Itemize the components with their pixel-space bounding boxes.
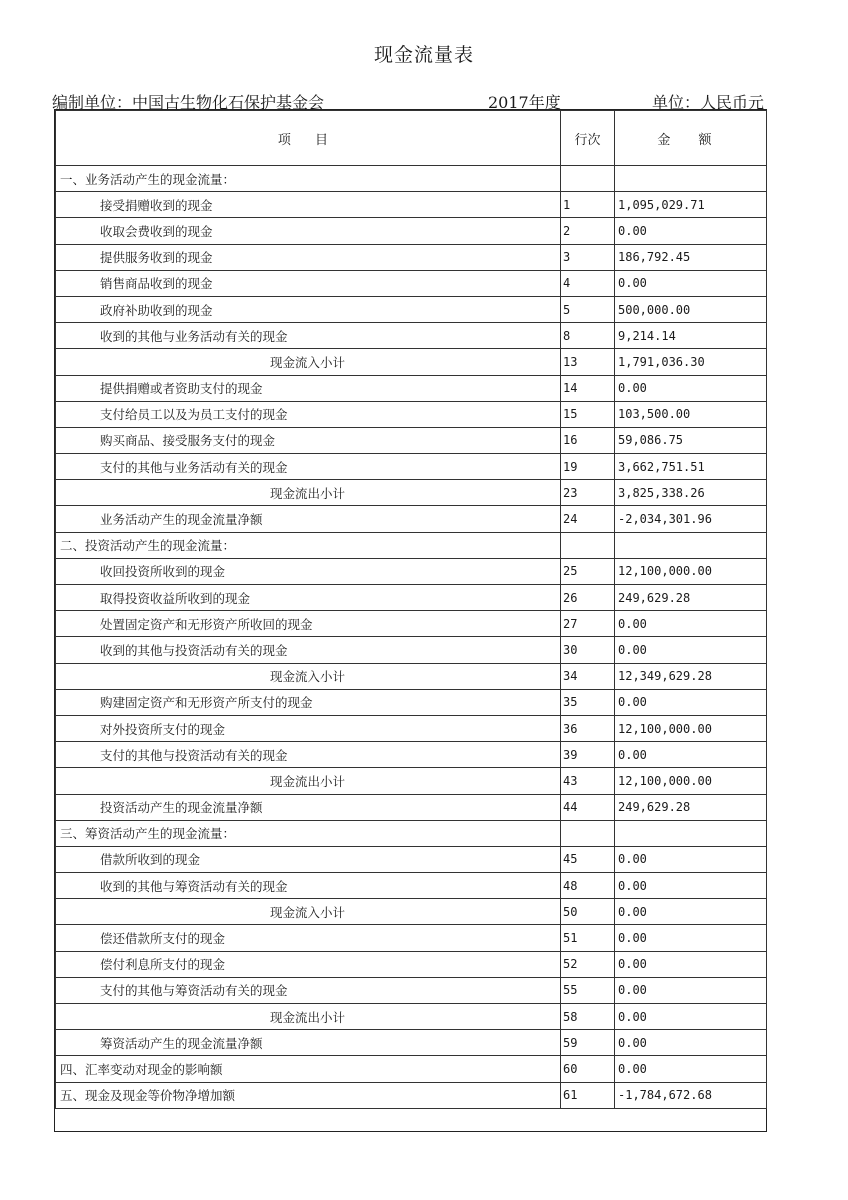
row-item-label: 现金流入小计: [56, 349, 561, 375]
row-amount: 12,100,000.00: [615, 715, 767, 741]
row-line-number: 48: [561, 873, 615, 899]
row-item-label: 偿付利息所支付的现金: [56, 951, 561, 977]
row-line-number: 61: [561, 1082, 615, 1108]
row-amount: 0.00: [615, 899, 767, 925]
row-line-number: 1: [561, 192, 615, 218]
row-line-number: 59: [561, 1030, 615, 1056]
table-row: [56, 1004, 767, 1030]
row-line-number: 45: [561, 846, 615, 872]
table-row: [56, 427, 767, 453]
row-line-number: 43: [561, 768, 615, 794]
row-line-number: 39: [561, 742, 615, 768]
row-item-label: 对外投资所支付的现金: [56, 715, 561, 741]
table-row: [56, 715, 767, 741]
table-row: [56, 585, 767, 611]
row-item-label: 提供服务收到的现金: [56, 244, 561, 270]
table-row: [56, 558, 767, 584]
row-item-label: 三、筹资活动产生的现金流量：: [56, 820, 561, 846]
table-row: [56, 742, 767, 768]
row-amount: 59,086.75: [615, 427, 767, 453]
table-row: [56, 611, 767, 637]
table-row: [56, 951, 767, 977]
row-item-label: 筹资活动产生的现金流量净额: [56, 1030, 561, 1056]
row-line-number: [561, 820, 615, 846]
table-row: [56, 1030, 767, 1056]
row-amount: 0.00: [615, 611, 767, 637]
row-item-label: 收到的其他与筹资活动有关的现金: [56, 873, 561, 899]
row-amount: 9,214.14: [615, 323, 767, 349]
row-amount: [615, 820, 767, 846]
row-line-number: [561, 532, 615, 558]
currency-unit: 单位：人民币元: [652, 93, 765, 112]
row-item-label: 现金流出小计: [56, 480, 561, 506]
row-item-label: 业务活动产生的现金流量净额: [56, 506, 561, 532]
row-line-number: 44: [561, 794, 615, 820]
row-item-label: 支付的其他与业务活动有关的现金: [56, 454, 561, 480]
row-amount: 0.00: [615, 1030, 767, 1056]
row-line-number: 30: [561, 637, 615, 663]
row-item-label: 收到的其他与业务活动有关的现金: [56, 323, 561, 349]
column-header-line: 行次: [561, 111, 615, 166]
row-amount: 0.00: [615, 846, 767, 872]
table-row: [56, 270, 767, 296]
table-row: [56, 349, 767, 375]
row-amount: 249,629.28: [615, 794, 767, 820]
row-amount: 3,825,338.26: [615, 480, 767, 506]
table-row: [56, 794, 767, 820]
row-amount: -2,034,301.96: [615, 506, 767, 532]
row-line-number: 55: [561, 977, 615, 1003]
row-item-label: 借款所收到的现金: [56, 846, 561, 872]
row-amount: 0.00: [615, 742, 767, 768]
row-amount: -1,784,672.68: [615, 1082, 767, 1108]
table-row: [56, 401, 767, 427]
row-line-number: 52: [561, 951, 615, 977]
table-row: [56, 873, 767, 899]
reporting-entity: 编制单位：中国古生物化石保护基金会: [52, 93, 325, 112]
row-item-label: 五、现金及现金等价物净增加额: [56, 1082, 561, 1108]
row-amount: 0.00: [615, 951, 767, 977]
row-amount: 0.00: [615, 873, 767, 899]
table-row: [56, 375, 767, 401]
row-amount: 0.00: [615, 689, 767, 715]
table-row: [56, 218, 767, 244]
table-row: [56, 977, 767, 1003]
row-item-label: 偿还借款所支付的现金: [56, 925, 561, 951]
table-row: [56, 820, 767, 846]
table-row: [56, 899, 767, 925]
table-row: [56, 532, 767, 558]
table-row: [56, 768, 767, 794]
row-amount: 0.00: [615, 375, 767, 401]
row-line-number: 4: [561, 270, 615, 296]
row-item-label: 接受捐赠收到的现金: [56, 192, 561, 218]
row-item-label: 提供捐赠或者资助支付的现金: [56, 375, 561, 401]
row-line-number: 3: [561, 244, 615, 270]
row-item-label: 二、投资活动产生的现金流量：: [56, 532, 561, 558]
row-amount: [615, 532, 767, 558]
row-item-label: 政府补助收到的现金: [56, 296, 561, 322]
row-line-number: 58: [561, 1004, 615, 1030]
row-item-label: 支付给员工以及为员工支付的现金: [56, 401, 561, 427]
row-amount: 1,791,036.30: [615, 349, 767, 375]
table-row: [56, 663, 767, 689]
page-title: 现金流量表: [373, 44, 474, 66]
row-item-label: 取得投资收益所收到的现金: [56, 585, 561, 611]
row-amount: [615, 166, 767, 192]
row-amount: 0.00: [615, 925, 767, 951]
row-item-label: 收回投资所收到的现金: [56, 558, 561, 584]
table-row: [56, 1082, 767, 1108]
table-row: [56, 506, 767, 532]
row-amount: 1,095,029.71: [615, 192, 767, 218]
row-line-number: 14: [561, 375, 615, 401]
row-item-label: 四、汇率变动对现金的影响额: [56, 1056, 561, 1082]
row-line-number: 13: [561, 349, 615, 375]
cash-flow-table: [55, 110, 767, 1109]
row-amount: 12,100,000.00: [615, 768, 767, 794]
table-row: [56, 925, 767, 951]
row-amount: 186,792.45: [615, 244, 767, 270]
report-year: 2017年度: [488, 93, 561, 112]
row-item-label: 投资活动产生的现金流量净额: [56, 794, 561, 820]
row-amount: 0.00: [615, 1004, 767, 1030]
row-amount: 12,100,000.00: [615, 558, 767, 584]
row-amount: 500,000.00: [615, 296, 767, 322]
row-item-label: 收到的其他与投资活动有关的现金: [56, 637, 561, 663]
row-line-number: 35: [561, 689, 615, 715]
table-row: [56, 1056, 767, 1082]
row-item-label: 购建固定资产和无形资产所支付的现金: [56, 689, 561, 715]
row-item-label: 收取会费收到的现金: [56, 218, 561, 244]
row-amount: 3,662,751.51: [615, 454, 767, 480]
row-item-label: 支付的其他与投资活动有关的现金: [56, 742, 561, 768]
table-row: [56, 637, 767, 663]
row-item-label: 处置固定资产和无形资产所收回的现金: [56, 611, 561, 637]
row-item-label: 销售商品收到的现金: [56, 270, 561, 296]
table-row: [56, 244, 767, 270]
row-amount: 0.00: [615, 637, 767, 663]
row-line-number: 8: [561, 323, 615, 349]
table-row: [56, 689, 767, 715]
table-row: [56, 296, 767, 322]
row-line-number: 5: [561, 296, 615, 322]
row-line-number: 19: [561, 454, 615, 480]
row-line-number: 24: [561, 506, 615, 532]
row-amount: 0.00: [615, 977, 767, 1003]
row-amount: 249,629.28: [615, 585, 767, 611]
row-line-number: 15: [561, 401, 615, 427]
row-item-label: 支付的其他与筹资活动有关的现金: [56, 977, 561, 1003]
row-line-number: 26: [561, 585, 615, 611]
column-header-amount: 金 额: [615, 111, 767, 166]
table-row: [56, 192, 767, 218]
table-row: [56, 480, 767, 506]
row-line-number: 23: [561, 480, 615, 506]
row-amount: 0.00: [615, 1056, 767, 1082]
row-item-label: 现金流入小计: [56, 663, 561, 689]
column-header-item: 项 目: [56, 111, 561, 166]
row-item-label: 现金流入小计: [56, 899, 561, 925]
row-line-number: 50: [561, 899, 615, 925]
row-line-number: 60: [561, 1056, 615, 1082]
row-line-number: 2: [561, 218, 615, 244]
table-row: [56, 846, 767, 872]
table-row: [56, 166, 767, 192]
row-amount: 103,500.00: [615, 401, 767, 427]
row-amount: 0.00: [615, 270, 767, 296]
table-header-row: [56, 111, 767, 166]
row-item-label: 现金流出小计: [56, 1004, 561, 1030]
row-item-label: 购买商品、接受服务支付的现金: [56, 427, 561, 453]
row-line-number: 51: [561, 925, 615, 951]
row-amount: 0.00: [615, 218, 767, 244]
row-item-label: 一、业务活动产生的现金流量：: [56, 166, 561, 192]
table-row: [56, 323, 767, 349]
row-amount: 12,349,629.28: [615, 663, 767, 689]
row-item-label: 现金流出小计: [56, 768, 561, 794]
row-line-number: 25: [561, 558, 615, 584]
table-row: [56, 454, 767, 480]
row-line-number: [561, 166, 615, 192]
row-line-number: 34: [561, 663, 615, 689]
row-line-number: 36: [561, 715, 615, 741]
row-line-number: 16: [561, 427, 615, 453]
row-line-number: 27: [561, 611, 615, 637]
